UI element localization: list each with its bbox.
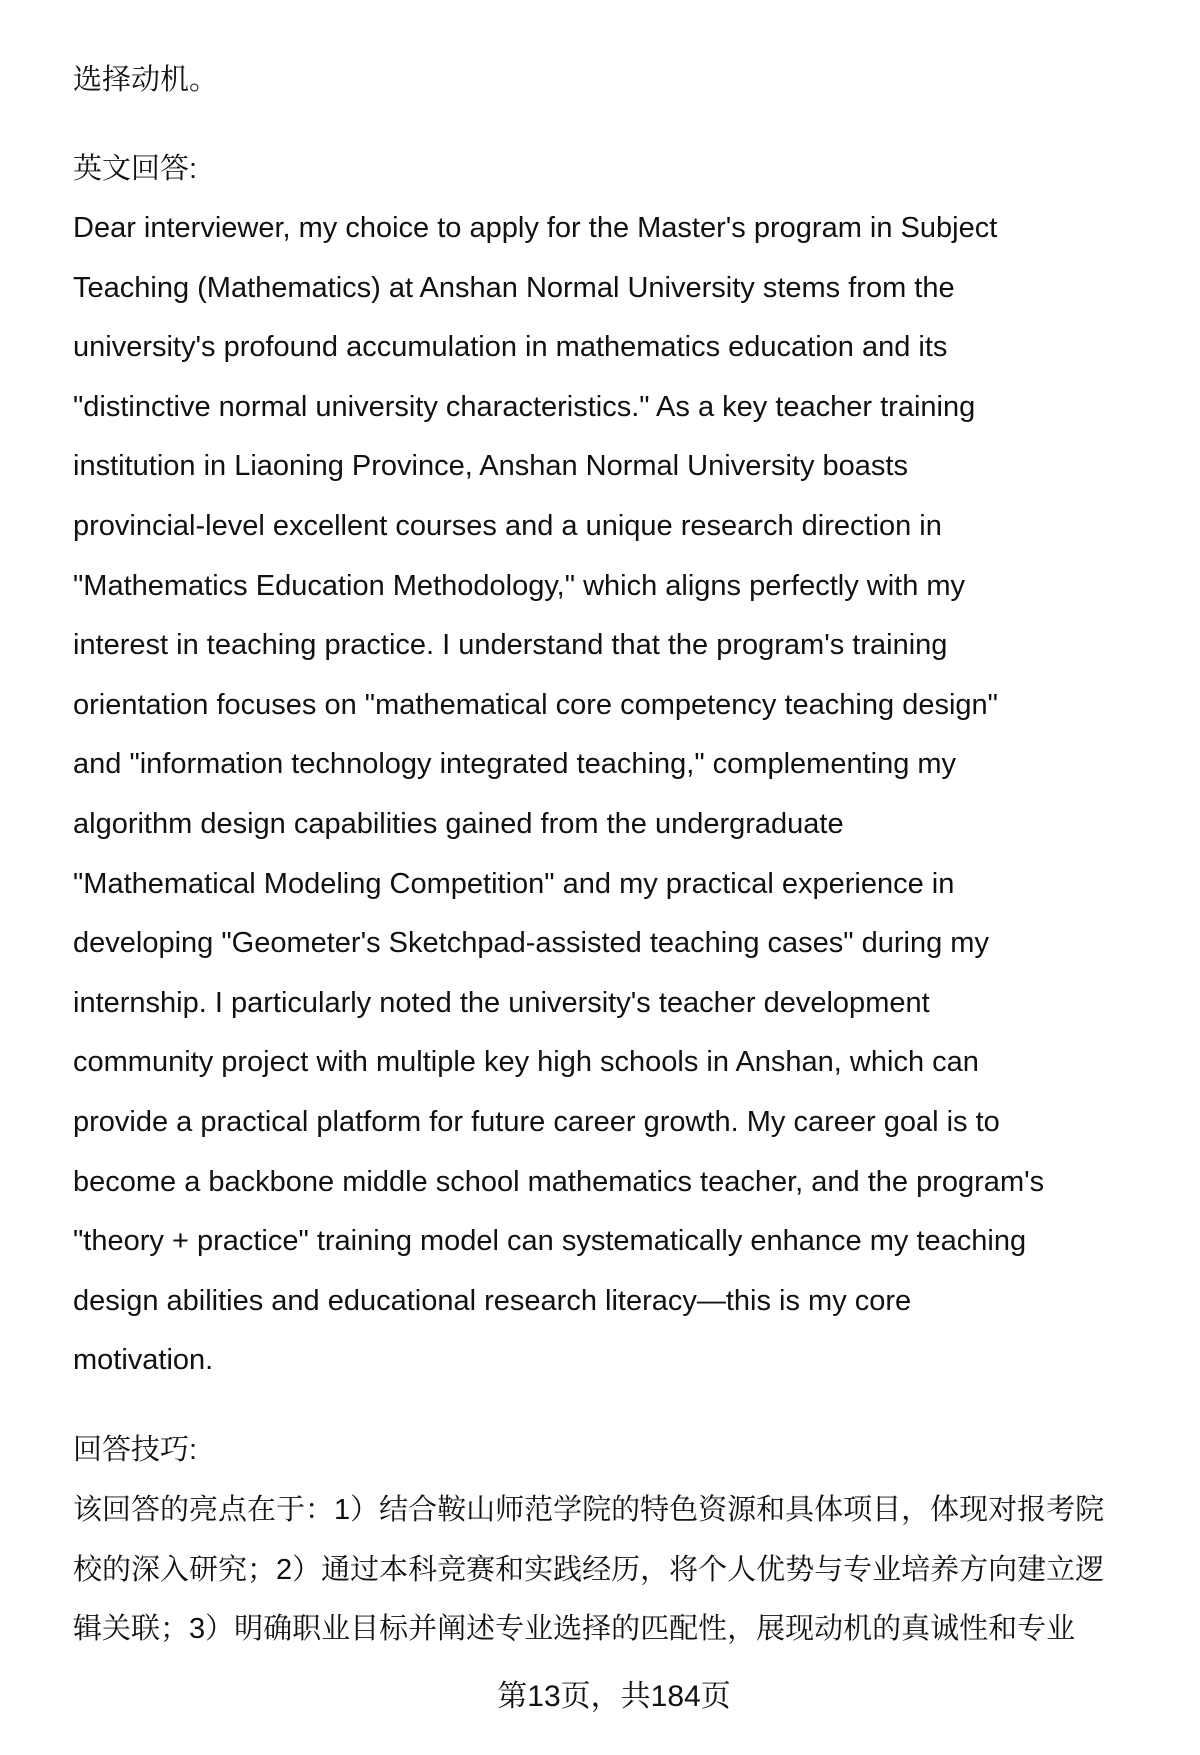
- paragraph-line: 校的深入研究；2）通过本科竞赛和实践经历，将个人优势与专业培养方向建立逻: [73, 1553, 1105, 1586]
- paragraph-line: institution in Liaoning Province, Anshan Normal University boasts: [73, 450, 908, 483]
- paragraph-line: "distinctive normal university characteristics." As a key teacher training: [73, 390, 976, 423]
- paragraph-line: "theory + practice" training model can systematically enhance my teaching: [73, 1225, 1027, 1258]
- paragraph-line: 该回答的亮点在于：1）结合鞍山师范学院的特色资源和具体项目，体现对报考院: [73, 1494, 1105, 1526]
- paragraph-line: Dear interviewer, my choice to apply for the Master's program in Subject: [73, 212, 998, 244]
- paragraph-line: design abilities and educational research literacy—this is my core: [73, 1284, 912, 1317]
- paragraph-line: developing "Geometer's Sketchpad-assisted teaching cases" during my: [73, 927, 989, 960]
- paragraph-line: community project with multiple key high schools in Anshan, which can: [73, 1046, 979, 1079]
- paragraph-line: Teaching (Mathematics) at Anshan Normal University stems from the: [73, 271, 955, 304]
- paragraph-line: internship. I particularly noted the university's teacher development: [73, 986, 930, 1019]
- tips-heading: 回答技巧:: [73, 1434, 198, 1466]
- paragraph-line: become a backbone middle school mathematics teacher, and the program's: [73, 1165, 1045, 1198]
- paragraph-line: orientation focuses on "mathematical core competency teaching design": [73, 688, 998, 721]
- paragraph-line: provincial-level excellent courses and a unique research direction in: [73, 510, 942, 542]
- paragraph-line: algorithm design capabilities gained from the undergraduate: [73, 808, 844, 840]
- paragraph-line: university's profound accumulation in mathematics education and its: [73, 331, 948, 364]
- paragraph-line: "Mathematics Education Methodology," which aligns perfectly with my: [73, 569, 966, 602]
- paragraph-line: motivation.: [73, 1344, 214, 1377]
- intro-tail-text: 选择动机。: [73, 64, 219, 96]
- paragraph-line: and "information technology integrated teaching," complementing my: [73, 748, 957, 781]
- page-number: 第13页，共184页: [497, 1680, 731, 1713]
- english-answer-heading: 英文回答:: [73, 153, 198, 185]
- paragraph-line: interest in teaching practice. I understand that the program's training: [73, 629, 948, 662]
- paragraph-line: 辑关联；3）明确职业目标并阐述专业选择的匹配性，展现动机的真诚性和专业: [73, 1613, 1076, 1646]
- paragraph-line: provide a practical platform for future career growth. My career goal is to: [73, 1106, 1000, 1138]
- paragraph-line: "Mathematical Modeling Competition" and my practical experience in: [73, 867, 955, 900]
